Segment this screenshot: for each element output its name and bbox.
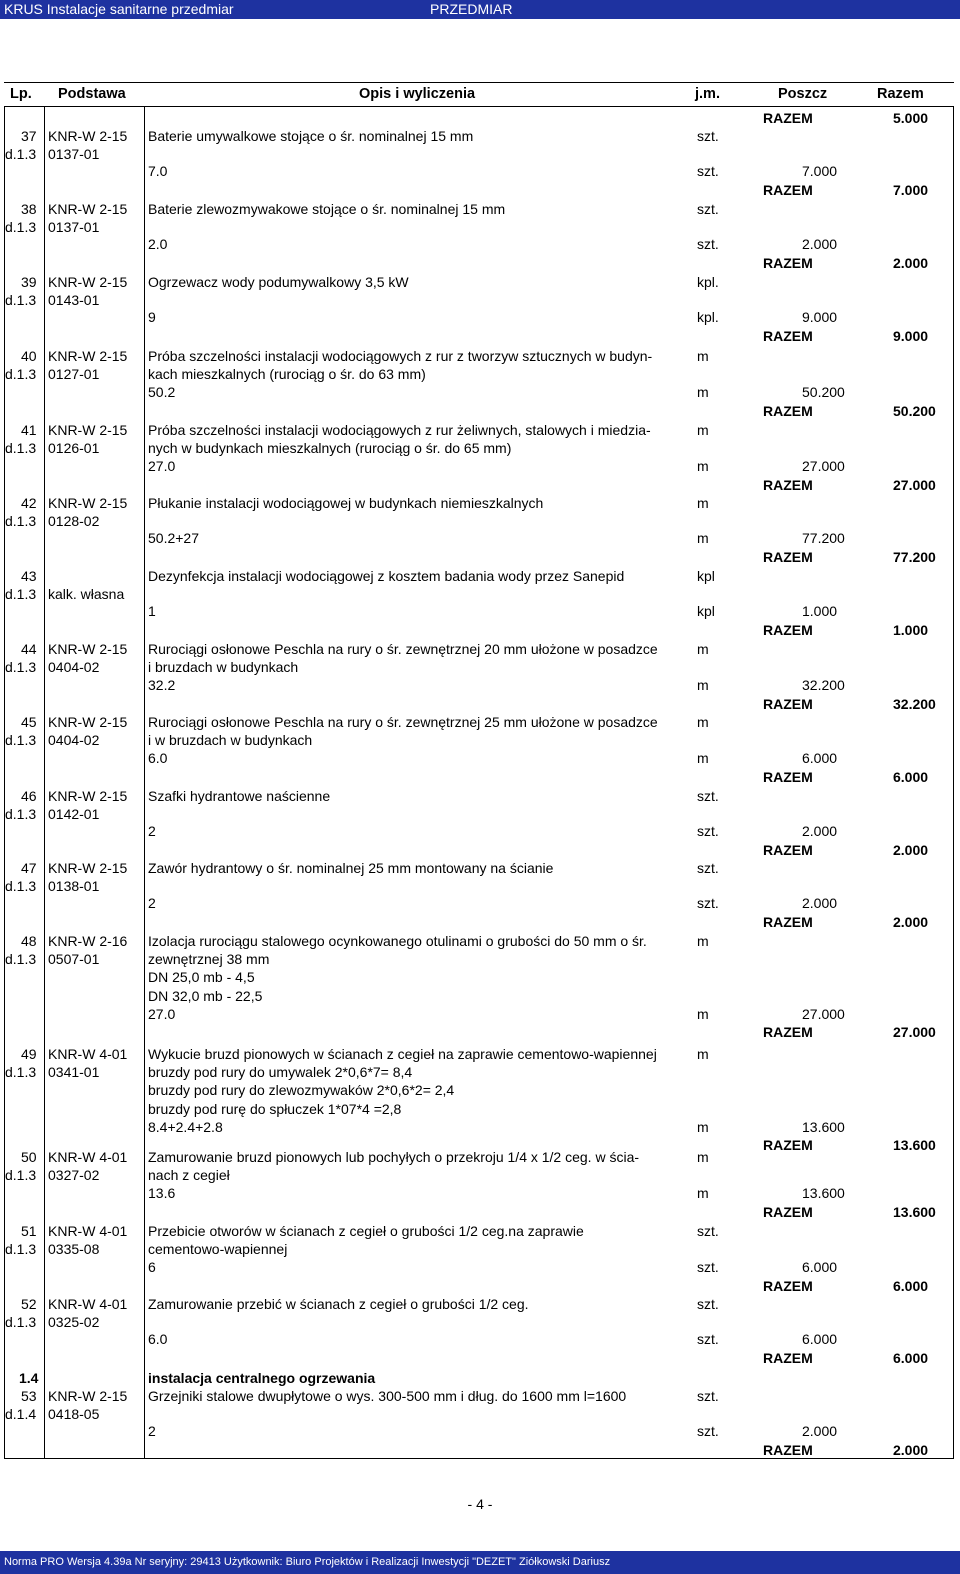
razem-label: RAZEM <box>763 254 813 271</box>
item-calc-unit: szt. <box>697 1331 719 1348</box>
item-lp: 44 <box>21 641 37 657</box>
razem-value: 6.000 <box>893 1349 929 1366</box>
item-partial: 2.000 <box>802 895 838 912</box>
item-calculation: 2 <box>148 1423 156 1440</box>
item-norm-number: 0127-01 <box>48 366 100 383</box>
col-divider <box>44 107 45 1458</box>
item-norm-number: 0325-02 <box>48 1314 100 1331</box>
razem-label: RAZEM <box>763 110 813 126</box>
razem-label: RAZEM <box>763 1203 813 1220</box>
razem-value: 27.000 <box>893 1024 936 1040</box>
item-calc-unit: m <box>697 384 709 401</box>
item-norm-code: KNR-W 2-15 <box>48 274 128 290</box>
razem-value: 50.200 <box>893 402 936 419</box>
footer-text: Norma PRO Wersja 4.39a Nr seryjny: 29413 Użytkownik: Biuro Projektów i Realizacji Inwestycji "DEZET" Ziółkowski Dariusz <box>4 1556 611 1568</box>
item-lp: 46 <box>21 788 37 804</box>
razem-value: 13.600 <box>893 1203 936 1220</box>
item-lp: 51 <box>21 1223 37 1239</box>
item-section-ref: d.1.3 <box>5 1064 37 1081</box>
col-poszcz: Poszcz <box>778 86 828 102</box>
item-partial: 2.000 <box>802 236 838 253</box>
item-calculation: 7.0 <box>148 163 168 180</box>
item-calculation: 2 <box>148 823 156 840</box>
item-description: bruzdy pod rury do umywalek 2*0,6*7= 8,4 <box>148 1064 413 1081</box>
item-unit: m <box>697 1149 709 1165</box>
item-description: Rurociągi osłonowe Peschla na rury o śr. zewnętrznej 25 mm ułożone w posadzce <box>148 714 658 730</box>
item-description: Izolacja rurociągu stalowego ocynkowanego otulinami o grubości do 50 mm o śr. <box>148 933 647 949</box>
item-description: Rurociągi osłonowe Peschla na rury o śr. zewnętrznej 20 mm ułożone w posadzce <box>148 641 658 657</box>
footer-bar <box>0 1551 960 1574</box>
item-description: Zawór hydrantowy o śr. nominalnej 25 mm montowany na ścianie <box>148 860 554 876</box>
item-norm-code: KNR-W 2-15 <box>48 860 128 876</box>
razem-label: RAZEM <box>763 1349 813 1366</box>
item-description: DN 32,0 mb - 22,5 <box>148 987 263 1004</box>
item-description: zewnętrznej 38 mm <box>148 951 270 968</box>
item-calc-unit: m <box>697 1118 709 1135</box>
item-description: Próba szczelności instalacji wodociągowych z rur żeliwnych, stalowych i miedzia- <box>148 422 651 438</box>
page-number: - 4 - <box>467 1496 493 1512</box>
item-norm-number: 0128-02 <box>48 513 100 530</box>
col-podstawa: Podstawa <box>58 86 126 102</box>
cost-table <box>4 106 954 1459</box>
item-description: bruzdy pod rurę do spłuczek 1*07*4 =2,8 <box>148 1100 402 1117</box>
item-partial: 13.600 <box>802 1118 845 1135</box>
item-calculation: 50.2 <box>148 384 176 401</box>
item-calc-unit: m <box>697 1185 709 1202</box>
razem-value: 7.000 <box>893 181 929 198</box>
razem-value: 2.000 <box>893 1441 929 1458</box>
item-lp: 50 <box>21 1149 37 1165</box>
item-lp: 41 <box>21 422 37 438</box>
header-title: KRUS Instalacje sanitarne przedmiar <box>4 1 234 17</box>
item-calc-unit: m <box>697 1005 709 1022</box>
item-description: Próba szczelności instalacji wodociągowych z rur z tworzyw sztucznych w budyn- <box>148 348 653 364</box>
item-calc-unit: szt. <box>697 236 719 253</box>
item-description: DN 25,0 mb - 4,5 <box>148 969 255 986</box>
item-calculation: 6 <box>148 1259 156 1276</box>
razem-label: RAZEM <box>763 548 813 565</box>
item-calc-unit: m <box>697 750 709 767</box>
item-section-ref: d.1.3 <box>5 146 37 163</box>
item-partial: 32.200 <box>802 677 845 694</box>
item-calculation: 1 <box>148 603 156 620</box>
col-opis: Opis i wyliczenia <box>359 86 476 102</box>
item-norm-number: 0126-01 <box>48 440 100 457</box>
item-description: Zamurowanie bruzd pionowych lub pochyłych o przekroju 1/4 x 1/2 ceg. w ścia- <box>148 1149 640 1165</box>
item-norm-number: 0142-01 <box>48 806 100 823</box>
section-title: instalacja centralnego ogrzewania <box>148 1370 376 1386</box>
item-unit: szt. <box>697 788 719 804</box>
item-description: Wykucie bruzd pionowych w ścianach z cegieł na zaprawie cementowo-wapiennej <box>148 1046 657 1062</box>
item-lp: 43 <box>21 568 37 584</box>
item-norm-code: KNR-W 4-01 <box>48 1046 128 1062</box>
item-description: bruzdy pod rury do zlewozmywaków 2*0,6*2= 2,4 <box>148 1082 455 1099</box>
item-unit: m <box>697 1046 709 1062</box>
item-norm-code: KNR-W 2-16 <box>48 933 128 949</box>
col-divider <box>144 107 145 1458</box>
item-description: nach z cegieł <box>148 1167 230 1184</box>
item-norm-code: KNR-W 2-15 <box>48 788 128 804</box>
item-section-ref: d.1.3 <box>5 806 37 823</box>
item-partial: 2.000 <box>802 823 838 840</box>
razem-label: RAZEM <box>763 1441 813 1458</box>
item-unit: szt. <box>697 860 719 876</box>
item-lp: 49 <box>21 1046 37 1062</box>
header-doc-type: PRZEDMIAR <box>430 1 513 17</box>
razem-label: RAZEM <box>763 1277 813 1294</box>
item-calculation: 27.0 <box>148 1005 176 1022</box>
item-calc-unit: m <box>697 530 709 547</box>
razem-value: 9.000 <box>893 327 929 344</box>
item-section-ref: d.1.3 <box>5 586 37 603</box>
item-norm-number: 0404-02 <box>48 732 100 749</box>
item-norm-code: KNR-W 2-15 <box>48 495 128 511</box>
item-partial: 77.200 <box>802 530 845 547</box>
razem-value: 6.000 <box>893 1277 929 1294</box>
razem-value: 32.200 <box>893 695 936 712</box>
item-description: nych w budynkach mieszkalnych (rurociąg o śr. do 65 mm) <box>148 440 512 457</box>
item-norm-code: KNR-W 2-15 <box>48 641 128 657</box>
item-norm-code: KNR-W 2-15 <box>48 1388 128 1404</box>
item-calculation: 2.0 <box>148 236 168 253</box>
item-description: Dezynfekcja instalacji wodociągowej z kosztem badania wody przez Sanepid <box>148 568 625 584</box>
item-norm-number: 0137-01 <box>48 146 100 163</box>
item-unit: szt. <box>697 128 719 144</box>
item-norm-code: KNR-W 2-15 <box>48 422 128 438</box>
section-number: 1.4 <box>19 1370 39 1386</box>
item-norm-code: KNR-W 4-01 <box>48 1223 128 1239</box>
table-header <box>4 82 954 106</box>
razem-label: RAZEM <box>763 327 813 344</box>
item-description: i bruzdach w budynkach <box>148 659 299 676</box>
item-calc-unit: szt. <box>697 895 719 912</box>
col-lp: Lp. <box>10 86 32 102</box>
item-lp: 47 <box>21 860 37 876</box>
item-section-ref: d.1.3 <box>5 292 37 309</box>
razem-label: RAZEM <box>763 841 813 858</box>
item-description: Szafki hydrantowe naścienne <box>148 788 331 804</box>
item-calc-unit: szt. <box>697 1423 719 1440</box>
item-unit: szt. <box>697 1296 719 1312</box>
razem-value: 2.000 <box>893 841 929 858</box>
razem-value: 2.000 <box>893 254 929 271</box>
item-calc-unit: szt. <box>697 823 719 840</box>
item-section-ref: d.1.3 <box>5 219 37 236</box>
item-section-ref: d.1.3 <box>5 659 37 676</box>
item-partial: 27.000 <box>802 458 845 475</box>
item-calculation: 27.0 <box>148 458 176 475</box>
item-section-ref: d.1.3 <box>5 878 37 895</box>
item-unit: m <box>697 641 709 657</box>
item-description: Grzejniki stalowe dwupłytowe o wys. 300-500 mm i dług. do 1600 mm l=1600 <box>148 1388 627 1404</box>
item-lp: 53 <box>21 1388 37 1404</box>
item-norm-number: 0335-08 <box>48 1241 100 1258</box>
item-description: Przebicie otworów w ścianach z cegieł o grubości 1/2 ceg.na zaprawie <box>148 1223 584 1239</box>
item-norm-code: KNR-W 4-01 <box>48 1149 128 1165</box>
item-description: Płukanie instalacji wodociągowej w budynkach niemieszkalnych <box>148 495 544 511</box>
item-calc-unit: szt. <box>697 1259 719 1276</box>
item-unit: m <box>697 933 709 949</box>
item-norm-code: KNR-W 2-15 <box>48 128 128 144</box>
item-section-ref: d.1.3 <box>5 1314 37 1331</box>
item-norm-number: 0138-01 <box>48 878 100 895</box>
item-calculation: 2 <box>148 895 156 912</box>
item-norm-number: 0137-01 <box>48 219 100 236</box>
razem-label: RAZEM <box>763 402 813 419</box>
item-lp: 37 <box>21 128 37 144</box>
item-partial: 13.600 <box>802 1185 845 1202</box>
item-calc-unit: szt. <box>697 163 719 180</box>
item-calculation: 50.2+27 <box>148 530 199 547</box>
item-unit: m <box>697 348 709 364</box>
item-unit: szt. <box>697 1223 719 1239</box>
razem-value: 5.000 <box>893 110 929 126</box>
item-unit: kpl <box>697 568 715 584</box>
item-norm-number: 0327-02 <box>48 1167 100 1184</box>
item-description: kach mieszkalnych (rurociąg o śr. do 63 mm) <box>148 366 426 383</box>
item-norm-number: kalk. własna <box>48 586 125 603</box>
item-section-ref: d.1.3 <box>5 366 37 383</box>
razem-value: 6.000 <box>893 768 929 785</box>
item-unit: szt. <box>697 201 719 217</box>
item-unit: m <box>697 495 709 511</box>
item-section-ref: d.1.3 <box>5 1167 37 1184</box>
item-lp: 52 <box>21 1296 37 1312</box>
item-section-ref: d.1.3 <box>5 1241 37 1258</box>
item-lp: 39 <box>21 274 37 290</box>
item-partial: 6.000 <box>802 1259 838 1276</box>
item-calculation: 6.0 <box>148 750 168 767</box>
razem-label: RAZEM <box>763 695 813 712</box>
razem-label: RAZEM <box>763 621 813 638</box>
item-calc-unit: kpl. <box>697 309 719 326</box>
item-norm-number: 0418-05 <box>48 1406 100 1423</box>
col-razem: Razem <box>877 86 924 102</box>
item-norm-number: 0341-01 <box>48 1064 100 1081</box>
razem-label: RAZEM <box>763 913 813 930</box>
item-norm-number: 0404-02 <box>48 659 100 676</box>
item-calc-unit: kpl <box>697 603 715 620</box>
razem-value: 1.000 <box>893 621 929 638</box>
item-partial: 6.000 <box>802 1331 838 1348</box>
item-calculation: 32.2 <box>148 677 176 694</box>
razem-label: RAZEM <box>763 768 813 785</box>
item-partial: 6.000 <box>802 750 838 767</box>
item-description: Baterie umywalkowe stojące o śr. nominalnej 15 mm <box>148 128 474 144</box>
item-partial: 2.000 <box>802 1423 838 1440</box>
item-description: Baterie zlewozmywakowe stojące o śr. nominalnej 15 mm <box>148 201 506 217</box>
item-calculation: 6.0 <box>148 1331 168 1348</box>
razem-value: 27.000 <box>893 476 936 493</box>
item-unit: szt. <box>697 1388 719 1404</box>
item-description: i w bruzdach w budynkach <box>148 732 313 749</box>
item-lp: 45 <box>21 714 37 730</box>
razem-label: RAZEM <box>763 181 813 198</box>
item-lp: 48 <box>21 933 37 949</box>
item-description: Zamurowanie przebić w ścianach z cegieł o grubości 1/2 ceg. <box>148 1296 529 1312</box>
razem-label: RAZEM <box>763 1137 813 1153</box>
item-norm-code: KNR-W 2-15 <box>48 714 128 730</box>
razem-label: RAZEM <box>763 476 813 493</box>
item-calc-unit: m <box>697 458 709 475</box>
razem-value: 77.200 <box>893 548 936 565</box>
item-norm-number: 0143-01 <box>48 292 100 309</box>
item-norm-code: KNR-W 2-15 <box>48 201 128 217</box>
razem-value: 13.600 <box>893 1137 936 1153</box>
item-lp: 38 <box>21 201 37 217</box>
item-section-ref: d.1.3 <box>5 732 37 749</box>
item-unit: m <box>697 422 709 438</box>
item-section-ref: d.1.3 <box>5 513 37 530</box>
item-partial: 27.000 <box>802 1005 845 1022</box>
item-partial: 50.200 <box>802 384 845 401</box>
razem-value: 2.000 <box>893 913 929 930</box>
item-partial: 7.000 <box>802 163 838 180</box>
item-section-ref: d.1.3 <box>5 951 37 968</box>
item-norm-code: KNR-W 2-15 <box>48 348 128 364</box>
document-header <box>0 0 960 19</box>
item-unit: kpl. <box>697 274 719 290</box>
item-partial: 9.000 <box>802 309 838 326</box>
item-calc-unit: m <box>697 677 709 694</box>
col-jm: j.m. <box>695 86 720 102</box>
item-unit: m <box>697 714 709 730</box>
item-description: Ogrzewacz wody podumywalkowy 3,5 kW <box>148 274 409 290</box>
item-lp: 42 <box>21 495 37 511</box>
item-norm-code: KNR-W 4-01 <box>48 1296 128 1312</box>
razem-label: RAZEM <box>763 1024 813 1040</box>
item-calculation: 8.4+2.4+2.8 <box>148 1118 223 1135</box>
item-calculation: 9 <box>148 309 156 326</box>
item-calculation: 13.6 <box>148 1185 176 1202</box>
item-description: cementowo-wapiennej <box>148 1241 288 1258</box>
item-lp: 40 <box>21 348 37 364</box>
item-norm-number: 0507-01 <box>48 951 100 968</box>
item-section-ref: d.1.3 <box>5 440 37 457</box>
item-partial: 1.000 <box>802 603 838 620</box>
item-section-ref: d.1.4 <box>5 1406 37 1423</box>
